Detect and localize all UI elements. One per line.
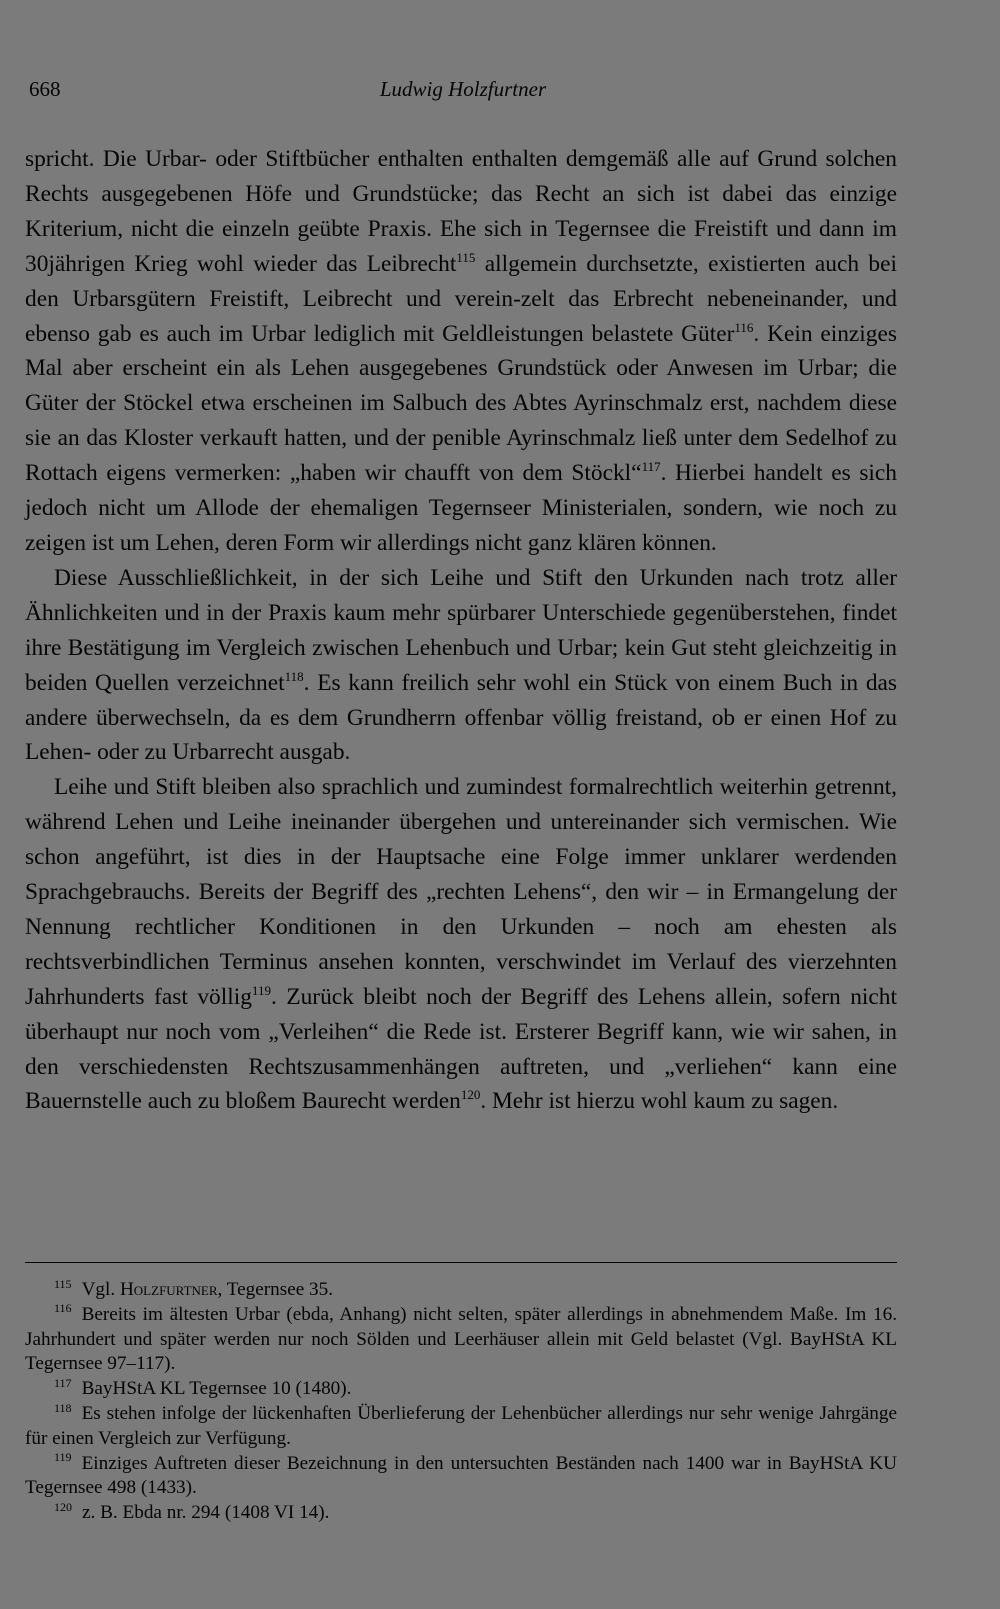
text-run: . Kein einziges Mal aber erscheint ein als Lehen ausgegebenes Grundstück oder Anwesen im Urbar; die Güter der Stöckel etwa erscheinen im Salbuch des Abtes Ayrinschmalz erst, nachdem diese sie an das Kloster verkauft hatten, und der penible Ayrinschmalz ließ unter dem Sedelhof zu Rottach eigens vermerken: „haben wir chaufft von dem Stöckl“ (25, 320, 897, 487)
author-name: Holzfurtner (119, 1279, 218, 1300)
running-head-author: Ludwig Holzfurtner (379, 77, 547, 101)
paragraph (25, 561, 897, 770)
text-run: Bereits im ältesten Urbar (ebda, Anhang) nicht selten, später allerdings in abnehmendem Maße. Im 16. Jahrhundert und später werden nur noch Sölden und Leerhäuser allein mit Geld belastet (Vgl. BayHStA KL Tegernsee 97–117). (25, 1303, 897, 1375)
text-run: spricht. Die Urbar- oder Stiftbücher enthalten enthalten demgemäß alle auf Grund solchen Rechts ausgegebenen Höfe und Grundstücke; das Recht an sich ist dabei das einzige Kriterium, nicht die einzeln geübte Praxis. Ehe sich in Tegernsee die Freistift und dann im 30jährigen Krieg wohl wieder das Leibrecht (25, 146, 897, 277)
text-run: Diese Ausschließlichkeit, in der sich Leihe und Stift den Urkunden nach trotz aller Ähnlichkeiten und in der Praxis kaum mehr spürbarer Unterschiede gegenüberstehen, findet ihre Bestätigung im Vergleich zwischen Lehenbuch und Urbar; kein Gut steht gleichzeitig in beiden Quellen verzeichnet (25, 564, 897, 696)
footnote-reference[interactable]: 120 (460, 1087, 481, 1103)
text-run: . Hierbei handelt es sich jedoch nicht um Allode der ehemaligen Tegernseer Ministerialen, sondern, wie noch zu zeigen ist um Lehen, deren Form wir allerdings nicht ganz klären können. (25, 460, 897, 556)
footnote-number: 116 (54, 1301, 72, 1316)
paragraph (25, 142, 897, 561)
text-run: Leihe und Stift bleiben also sprachlich und zumindest formalrechtlich weiterhin getrennt, während Lehen und Leihe ineinander übergehen und untereinander sich vermischen. Wie schon angeführt, ist dies in der Hauptsache eine Folge immer unklarer werdenden Sprachgebrauchs. Bereits der Begriff des „rechten Lehens“, den wir – in Ermangelung der Nennung rechtlicher Konditionen in den Urkunden – noch am ehesten als rechtsverbindlichen Terminus ansehen konnten, verschwindet im Verlauf des vierzehnten Jahrhunderts fast völlig (25, 774, 897, 1010)
footnote-number: 120 (54, 1499, 72, 1514)
text-run: . Mehr ist hierzu wohl kaum zu sagen. (480, 1088, 839, 1115)
text-run: . Zurück bleibt noch der Begriff des Lehens allein, sofern nicht überhaupt nur noch vom „Verleihen“ die Rede ist. Ersterer Begriff kann, wie wir sahen, in den verschiedensten Rechtszusammenhängen auftreten, und „verliehen“ kann eine Bauernstelle auch zu bloßem Baurecht werden (25, 983, 897, 1115)
footnote (25, 1501, 897, 1526)
footnote-reference[interactable]: 118 (284, 668, 304, 684)
text-run: z. B. Ebda nr. 294 (1408 VI 14). (82, 1502, 330, 1524)
text-run: BayHStA KL Tegernsee 10 (1480). (81, 1378, 352, 1400)
footnote-reference[interactable]: 116 (734, 319, 754, 335)
footnote-separator (25, 1262, 897, 1263)
text-run: Einziges Auftreten dieser Bezeichnung in den untersuchten Beständen nach 1400 war in BayHStA KU Tegernsee 498 (1433). (25, 1452, 897, 1499)
page-number: 668 (29, 77, 61, 101)
footnote-number: 115 (54, 1276, 72, 1291)
paragraph (25, 770, 897, 1119)
footnote-reference[interactable]: 115 (456, 249, 476, 265)
footnote-reference[interactable]: 119 (251, 982, 271, 998)
footnote (25, 1402, 897, 1452)
footnote (25, 1303, 897, 1377)
footnote-number: 118 (54, 1400, 72, 1415)
text-run: Es stehen infolge der lückenhaften Überlieferung der Lehenbücher allerdings nur sehr wenige Jahrgänge für einen Vergleich zur Verfügung. (25, 1402, 897, 1449)
text-run: . Es kann freilich sehr wohl ein Stück von einem Buch in das andere überwechseln, da es dem Grundherrn offenbar völlig freistand, ob er einen Hof zu Lehen- oder zu Urbarrecht ausgab. (25, 669, 897, 766)
footnote (25, 1278, 897, 1303)
footnote-number: 117 (54, 1375, 72, 1390)
footnote (25, 1452, 897, 1502)
body-text (25, 142, 897, 1119)
footnote-number: 119 (54, 1450, 72, 1465)
text-run: , Tegernsee 35. (217, 1279, 334, 1300)
text-run: Vgl. (81, 1279, 120, 1300)
footnote (25, 1377, 897, 1402)
text-run: allgemein durchsetzte, existierten auch bei den Urbarsgütern Freistift, Leibrecht und verein-zelt das Erbrecht nebeneinander, und ebenso gab es auch im Urbar lediglich mit Geldleistungen belastete Güter (25, 250, 898, 347)
book-page (25, 0, 897, 1609)
footnotes (25, 1278, 897, 1526)
footnote-reference[interactable]: 117 (641, 459, 661, 475)
